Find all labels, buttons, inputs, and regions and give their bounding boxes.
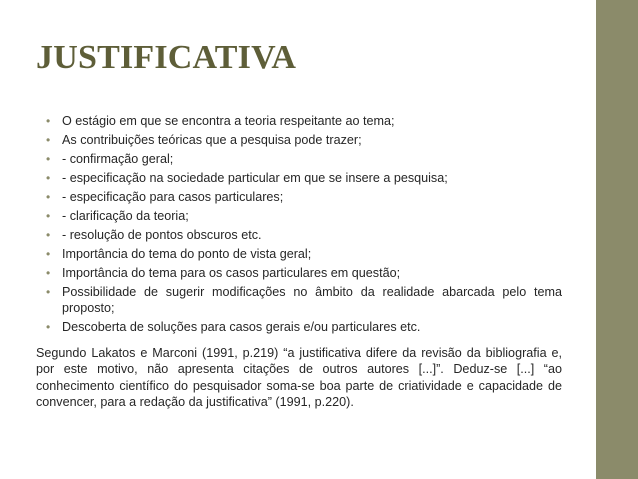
bullet-item bbox=[46, 319, 562, 335]
bullet-icon: • bbox=[46, 209, 51, 223]
bullet-item bbox=[46, 227, 562, 243]
bullet-text: O estágio em que se encontra a teoria respeitante ao tema; bbox=[62, 114, 395, 128]
bullet-item bbox=[46, 265, 562, 281]
bullet-text: Descoberta de soluções para casos gerais e/ou particulares etc. bbox=[62, 320, 421, 335]
bullet-item bbox=[46, 208, 562, 224]
bullet-icon: • bbox=[46, 190, 51, 204]
bullet-item bbox=[46, 132, 562, 148]
bullet-text: As contribuições teóricas que a pesquisa pode trazer; bbox=[62, 133, 362, 147]
bullet-item bbox=[46, 189, 562, 205]
bullet-text: - resolução de pontos obscuros etc. bbox=[62, 228, 262, 242]
bullet-icon: • bbox=[46, 171, 51, 185]
bullet-text: - confirmação geral; bbox=[62, 152, 174, 166]
bullet-text: Importância do tema do ponto de vista geral; bbox=[62, 247, 312, 261]
bullet-item bbox=[46, 246, 562, 262]
bullet-item bbox=[46, 113, 562, 129]
bullet-item bbox=[46, 170, 562, 186]
bullet-item bbox=[46, 284, 562, 317]
decorative-side-band bbox=[596, 0, 638, 479]
bullet-text: - clarificação da teoria; bbox=[62, 209, 189, 223]
bullet-icon: • bbox=[46, 320, 51, 335]
slide-title: JUSTIFICATIVA bbox=[36, 39, 297, 76]
bullet-text: - especificação para casos particulares; bbox=[62, 190, 284, 204]
bullet-text: - especificação na sociedade particular em que se insere a pesquisa; bbox=[62, 171, 448, 185]
bullet-icon: • bbox=[46, 228, 51, 242]
bullet-icon: • bbox=[46, 285, 51, 299]
bullet-icon: • bbox=[46, 247, 51, 261]
bullet-icon: • bbox=[46, 114, 51, 128]
bullet-icon: • bbox=[46, 152, 51, 166]
bullet-item bbox=[46, 151, 562, 167]
bullet-text: Possibilidade de sugerir modificações no âmbito da realidade abarcada pelo tema proposto; bbox=[62, 285, 562, 316]
bullet-icon: • bbox=[46, 133, 51, 147]
bullet-text: Importância do tema para os casos particulares em questão; bbox=[62, 266, 401, 280]
bullet-list bbox=[46, 113, 562, 338]
bullet-icon: • bbox=[46, 266, 51, 280]
citation-paragraph: Segundo Lakatos e Marconi (1991, p.219) “a justificativa difere da revisão da bibliografia e, por este motivo, não apresenta citações de outros autores [...]”. Deduz-se [...] “ao conhecimento científico do pesquisador soma-se boa parte de criatividade e capacidade de convencer, para a redação da justificativa” (1991, p.220). bbox=[36, 346, 562, 410]
